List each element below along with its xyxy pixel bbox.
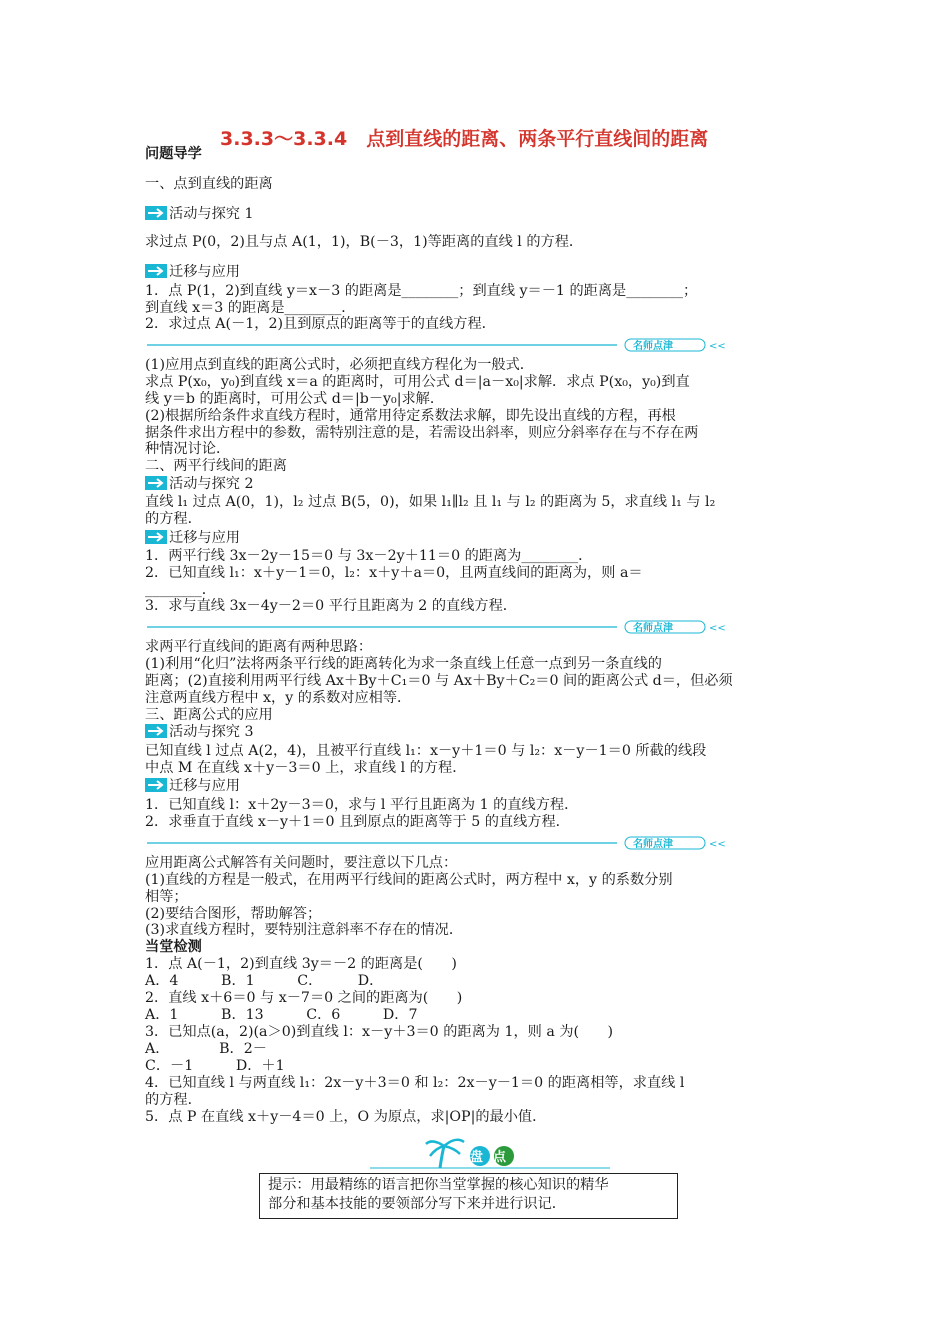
activity3-line: 中点 M 在直线 x＋y－3＝0 上，求直线 l 的方程． — [145, 760, 467, 776]
transfer-label-2: 迁移与应用 — [145, 530, 240, 546]
transfer2-line: 2．已知直线 l₁：x＋y－1＝0，l₂：x＋y＋a＝0，且两直线间的距离为，则 a＝ — [145, 565, 643, 581]
transfer1-line: 1．点 P(1，2)到直线 y＝x－3 的距离是________；到直线 y＝－1 的距离是________； — [145, 283, 698, 299]
tip2-line: 距离；(2)直接利用两平行线 Ax＋By＋C₁＝0 与 Ax＋By＋C₂＝0 间的距离公式 d＝，但必须 — [145, 673, 733, 689]
tip-separator — [147, 836, 807, 850]
check-line: 的方程． — [145, 1092, 202, 1108]
tip-badge: 名师点津 — [633, 341, 673, 352]
harvest-badge: 盘点收获 — [470, 1150, 563, 1165]
check-line: C．－1 D．＋1 — [145, 1058, 285, 1074]
check-line: 1．点 A(－1，2)到直线 3y＝－2 的距离是( ) — [145, 956, 457, 972]
transfer-label-3: 迁移与应用 — [145, 778, 240, 794]
tip1-line: (1)应用点到直线的距离公式时，必须把直线方程化为一般式． — [145, 357, 534, 373]
harvest-banner — [370, 1134, 610, 1172]
check-line: A．1 B．13 C．6 D．7 — [145, 1007, 418, 1023]
transfer2-line: ________． — [145, 582, 216, 598]
part1-heading: 一、点到直线的距离 — [145, 176, 273, 192]
section-guide: 问题导学 — [145, 146, 202, 162]
transfer3-line: 2．求垂直于直线 x－y＋1＝0 且到原点的距离等于 5 的直线方程． — [145, 814, 570, 830]
tip2-line: (1)利用“化归”法将两条平行线的距离转化为求一条直线上任意一点到另一条直线的 — [145, 656, 662, 672]
activity1-text: 求过点 P(0，2)且与点 A(1，1)，B(－3，1)等距离的直线 l 的方程． — [145, 234, 584, 250]
arrow-icon — [145, 724, 167, 738]
tip-badge: 名师点津 — [633, 623, 673, 634]
tip1-line: 求点 P(x₀，y₀)到直线 x＝a 的距离时，可用公式 d＝|a－x₀|求解．求点 P(x₀，y₀)到直 — [145, 374, 690, 390]
check-line: 2．直线 x＋6＝0 与 x－7＝0 之间的距离为( ) — [145, 990, 463, 1006]
arrow-icon — [145, 264, 167, 278]
tip3-line: 应用距离公式解答有关问题时，要注意以下几点： — [145, 855, 458, 871]
check-line: 5．点 P 在直线 x＋y－4＝0 上，O 为原点，求|OP|的最小值． — [145, 1109, 547, 1125]
svg-text:<<: << — [709, 623, 726, 634]
activity2-label: 活动与探究 2 — [145, 476, 253, 492]
check-line: A． B．2－ — [145, 1041, 267, 1057]
transfer2-line: 1．两平行线 3x－2y－15＝0 与 3x－2y＋11＝0 的距离为________． — [145, 548, 593, 564]
tip-separator — [147, 338, 807, 352]
check-line: 4．已知直线 l 与两直线 l₁：2x－y＋3＝0 和 l₂：2x－y－1＝0 的距离相等，求直线 l — [145, 1075, 685, 1091]
tip-box-line: 提示：用最精练的语言把你当堂掌握的核心知识的精华 — [268, 1177, 609, 1193]
part3-heading: 三、距离公式的应用 — [145, 707, 273, 723]
tip3-line: 相等； — [145, 889, 188, 905]
check-line: 3．已知点(a，2)(a＞0)到直线 l：x－y＋3＝0 的距离为 1，则 a 为( ) — [145, 1024, 613, 1040]
activity2-line: 的方程． — [145, 511, 202, 527]
arrow-icon — [145, 778, 167, 792]
arrow-icon — [145, 530, 167, 544]
part2-heading: 二、两平行线间的距离 — [145, 458, 287, 474]
page-title: 3.3.3～3.3.4 点到直线的距离、两条平行直线间的距离 — [220, 128, 709, 150]
tip-box-line: 部分和基本技能的要领部分写下来并进行识记． — [268, 1196, 566, 1212]
activity3-label: 活动与探究 3 — [145, 724, 253, 740]
tip3-line: (3)求直线方程时，要特别注意斜率不存在的情况． — [145, 922, 464, 938]
svg-text:<<: << — [709, 839, 726, 850]
transfer-label-1: 迁移与应用 — [145, 264, 240, 280]
svg-text:<<: << — [709, 341, 726, 352]
transfer2-line: 3．求与直线 3x－4y－2＝0 平行且距离为 2 的直线方程． — [145, 598, 517, 614]
tip1-line: 线 y＝b 的距离时，可用公式 d＝|b－y₀|求解． — [145, 391, 445, 407]
tip3-line: (1)直线的方程是一般式，在用两平行线间的距离公式时，两方程中 x，y 的系数分别 — [145, 872, 673, 888]
transfer1-line: 到直线 x＝3 的距离是________． — [145, 300, 356, 316]
tip-box — [259, 1173, 678, 1219]
tip2-line: 求两平行直线间的距离有两种思路： — [145, 639, 373, 655]
tip2-line: 注意两直线方程中 x，y 的系数对应相等． — [145, 690, 412, 706]
tip3-line: (2)要结合图形，帮助解答； — [145, 906, 322, 922]
tip-badge: 名师点津 — [633, 839, 673, 850]
arrow-icon — [145, 476, 167, 490]
tip1-line: (2)根据所给条件求直线方程时，通常用待定系数法求解，即先设出直线的方程，再根 — [145, 408, 676, 424]
activity1-label: 活动与探究 1 — [145, 206, 253, 222]
check-line: A．4 B．1 C． D． — [145, 973, 384, 989]
activity3-line: 已知直线 l 过点 A(2，4)，且被平行直线 l₁：x－y＋1＝0 与 l₂：x－y－1＝0 所截的线段 — [145, 743, 707, 759]
transfer1-line: 2．求过点 A(－1，2)且到原点的距离等于的直线方程． — [145, 316, 496, 332]
tip1-line: 据条件求出方程中的参数，需特别注意的是，若需设出斜率，则应分斜率存在与不存在两 — [145, 425, 699, 441]
activity2-line: 直线 l₁ 过点 A(0，1)，l₂ 过点 B(5，0)，如果 l₁∥l₂ 且 l₁ 与 l₂ 的距离为 5，求直线 l₁ 与 l₂ — [145, 494, 716, 510]
transfer3-line: 1．已知直线 l：x＋2y－3＝0，求与 l 平行且距离为 1 的直线方程． — [145, 797, 579, 813]
section-check: 当堂检测 — [145, 939, 202, 955]
palm-tree-icon — [426, 1140, 464, 1168]
arrow-icon — [145, 206, 167, 220]
tip-separator — [147, 620, 807, 634]
tip1-line: 种情况讨论． — [145, 441, 231, 457]
